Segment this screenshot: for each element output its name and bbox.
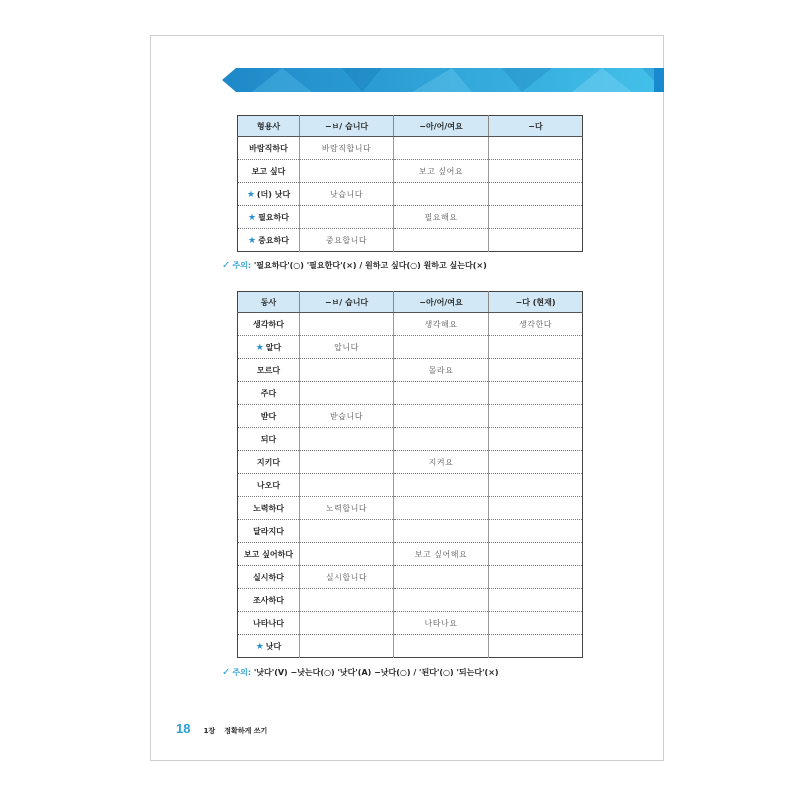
answer-cell [489, 137, 583, 160]
answer-cell: 생각해요 [394, 313, 489, 336]
caution-note-2 [222, 667, 499, 678]
word-label: 중요하다 [258, 235, 289, 245]
answer-cell [394, 405, 489, 428]
word-label: 되다 [260, 434, 277, 444]
answer-cell [489, 566, 583, 589]
answer-cell: 필요해요 [394, 206, 489, 229]
word-cell [238, 160, 300, 183]
answer-cell [489, 405, 583, 428]
answer-cell: 실시합니다 [300, 566, 394, 589]
answer-cell [489, 589, 583, 612]
column-header: −ㅂ/ 습니다 [300, 116, 394, 137]
answer-cell [489, 635, 583, 658]
answer-cell [300, 206, 394, 229]
table-row [238, 183, 583, 206]
word-label: 달라지다 [253, 526, 284, 536]
column-header: −ㅂ/ 습니다 [300, 292, 394, 313]
caution-text: '필요하다'(○) '필요한다'(×) / 원하고 싶다(○) 원하고 싶는다(×) [253, 261, 487, 270]
answer-cell: 보고 싶어해요 [394, 543, 489, 566]
answer-cell [489, 451, 583, 474]
table-row [238, 229, 583, 252]
table-row [238, 566, 583, 589]
answer-cell [489, 520, 583, 543]
answer-cell [394, 520, 489, 543]
column-header: −아/어/여요 [394, 116, 489, 137]
answer-cell: 몰라요 [394, 359, 489, 382]
caution-text: '낫다'(V) −낫는다(○) '낫다'(A) −낫다(○) / '된다'(○) '되는다'(×) [253, 668, 499, 677]
checkmark-icon: ✓ [222, 667, 231, 678]
table-row [238, 451, 583, 474]
table-row [238, 612, 583, 635]
chapter-label: 1장 [203, 727, 216, 735]
table-row [238, 206, 583, 229]
answer-cell [394, 336, 489, 359]
answer-cell [300, 474, 394, 497]
word-cell [238, 206, 300, 229]
table-row [238, 543, 583, 566]
answer-cell [394, 137, 489, 160]
answer-cell [300, 160, 394, 183]
word-cell [238, 428, 300, 451]
answer-cell [300, 543, 394, 566]
answer-cell: 보고 싶어요 [394, 160, 489, 183]
star-icon: ★ [248, 212, 257, 223]
table-row [238, 635, 583, 658]
word-label: 나타나다 [253, 618, 284, 628]
column-header: 동사 [238, 292, 300, 313]
answer-cell [300, 635, 394, 658]
answer-cell [300, 382, 394, 405]
answer-cell [300, 359, 394, 382]
table-row [238, 336, 583, 359]
answer-cell: 낫습니다 [300, 183, 394, 206]
word-cell [238, 635, 300, 658]
answer-cell [300, 428, 394, 451]
word-cell [238, 382, 300, 405]
table-row [238, 520, 583, 543]
left-arrow-banner-icon [222, 68, 664, 92]
answer-cell [489, 474, 583, 497]
answer-cell [300, 520, 394, 543]
word-label: 낫다 [265, 641, 282, 651]
word-label: 실시하다 [253, 572, 284, 582]
word-label: 나오다 [256, 480, 281, 490]
word-cell [238, 474, 300, 497]
answer-cell [394, 635, 489, 658]
answer-cell [489, 382, 583, 405]
answer-cell [394, 183, 489, 206]
word-label: (더) 낫다 [256, 189, 291, 199]
table-row [238, 359, 583, 382]
caution-label: 주의: [232, 261, 252, 270]
word-cell [238, 313, 300, 336]
answer-cell [489, 336, 583, 359]
star-icon: ★ [255, 641, 264, 652]
table-header-row [238, 116, 583, 137]
answer-cell [489, 160, 583, 183]
star-icon: ★ [255, 342, 264, 353]
answer-cell: 압니다 [300, 336, 394, 359]
table-row [238, 313, 583, 336]
column-header: −아/어/여요 [394, 292, 489, 313]
word-label: 보고 싶어하다 [243, 549, 294, 559]
page-footer [176, 718, 267, 737]
caution-note-1 [222, 260, 487, 271]
answer-cell [489, 497, 583, 520]
word-label: 주다 [260, 388, 277, 398]
answer-cell [394, 589, 489, 612]
answer-cell: 노력합니다 [300, 497, 394, 520]
answer-cell [394, 566, 489, 589]
word-cell [238, 566, 300, 589]
table-header-row [238, 292, 583, 313]
word-label: 모르다 [256, 365, 281, 375]
word-cell [238, 359, 300, 382]
table-row [238, 474, 583, 497]
answer-cell [489, 359, 583, 382]
table-row [238, 589, 583, 612]
column-header: −다 [489, 116, 583, 137]
verb-conjugation-table [237, 291, 583, 658]
word-label: 알다 [265, 342, 282, 352]
answer-cell [300, 451, 394, 474]
table-row [238, 137, 583, 160]
answer-cell [489, 229, 583, 252]
table-row [238, 382, 583, 405]
star-icon: ★ [248, 235, 257, 246]
answer-cell [394, 474, 489, 497]
word-cell [238, 183, 300, 206]
answer-cell: 바람직합니다 [300, 137, 394, 160]
answer-cell: 받습니다 [300, 405, 394, 428]
answer-cell [394, 229, 489, 252]
word-label: 바람직하다 [249, 143, 288, 153]
answer-cell: 중요합니다 [300, 229, 394, 252]
answer-cell [489, 612, 583, 635]
star-icon: ★ [246, 189, 255, 200]
answer-cell [489, 183, 583, 206]
answer-cell [300, 313, 394, 336]
adjective-conjugation-table [237, 115, 583, 252]
answer-cell [489, 206, 583, 229]
answer-cell [394, 382, 489, 405]
chapter-title: 정확하게 쓰기 [224, 727, 268, 735]
table-row [238, 497, 583, 520]
word-cell [238, 520, 300, 543]
word-label: 노력하다 [253, 503, 284, 513]
table-row [238, 405, 583, 428]
word-label: 필요하다 [258, 212, 289, 222]
answer-cell: 나타나요 [394, 612, 489, 635]
answer-cell [394, 497, 489, 520]
checkmark-icon: ✓ [222, 260, 231, 271]
column-header: 형용사 [238, 116, 300, 137]
word-cell [238, 451, 300, 474]
word-cell [238, 543, 300, 566]
word-label: 보고 싶다 [251, 166, 286, 176]
answer-cell [300, 589, 394, 612]
word-cell [238, 589, 300, 612]
word-cell [238, 229, 300, 252]
word-label: 지키다 [256, 457, 281, 467]
word-cell [238, 405, 300, 428]
table-row [238, 428, 583, 451]
page-number: 18 [176, 721, 191, 736]
column-header: −다 (현재) [489, 292, 583, 313]
word-label: 받다 [260, 411, 277, 421]
caution-label: 주의: [232, 668, 252, 677]
answer-cell: 생각한다 [489, 313, 583, 336]
answer-cell [300, 612, 394, 635]
word-cell [238, 137, 300, 160]
answer-cell [489, 543, 583, 566]
word-cell [238, 612, 300, 635]
answer-cell [489, 428, 583, 451]
answer-cell: 지켜요 [394, 451, 489, 474]
word-cell [238, 497, 300, 520]
word-label: 생각하다 [253, 319, 284, 329]
table-row [238, 160, 583, 183]
word-cell [238, 336, 300, 359]
answer-cell [394, 428, 489, 451]
word-label: 조사하다 [253, 595, 284, 605]
